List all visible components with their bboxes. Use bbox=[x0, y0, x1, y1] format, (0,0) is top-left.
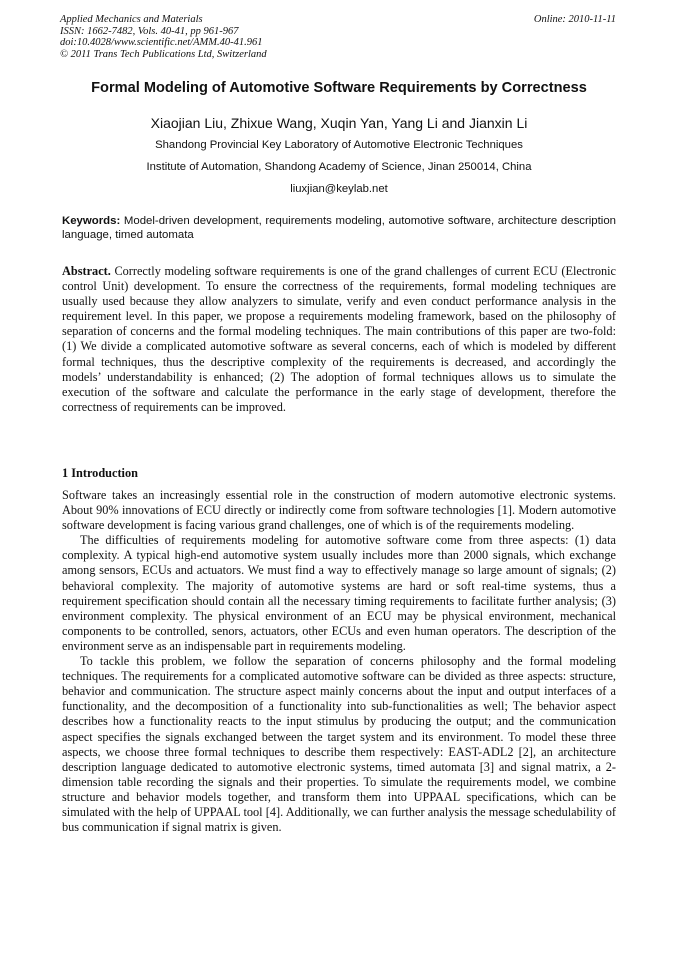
intro-paragraph-3: To tackle this problem, we follow the separation of concerns philosophy and the formal modeling techniques. The requirements for a complicated automotive software can be divided as three aspects: structure, behavior and communication. The structure aspect mainly concerns about the input and output interfaces of a functionality, and the decomposition of a functionality into sub-functionalities as well; The behavior aspect describes how a functionality reacts to the input stimulus by producing the output; and the communication aspect specifies the signals exchanged between the target system and its environment. To model these three aspects, we choose three formal techniques to describe them respectively: EAST-ADL2 [2], an architecture description language dedicated to automotive electronic systems, timed automata [3] and signal matrix, a 2-dimension table recording the signals and their properties. To simulate the requirements model, we combine structure and behavior models together, and transform them into UPPAAL specifications, which can be simulated with the help of UPPAAL tool [4]. Additionally, we can further analysis the message schedulability of bus communication if signal matrix is given. bbox=[62, 654, 616, 835]
intro-paragraph-1: Software takes an increasingly essential role in the construction of modern automotive electronic systems. About 90% innovations of ECU directly or indirectly come from software technologies [1]. Modern automotive software development is facing various grand challenges, one of which is of the requirements modeling. bbox=[62, 488, 616, 533]
journal-issn: ISSN: 1662-7482, Vols. 40-41, pp 961-967 bbox=[60, 25, 239, 37]
journal-name: Applied Mechanics and Materials bbox=[60, 14, 203, 25]
author-email: liuxjian@keylab.net bbox=[290, 183, 388, 195]
intro-paragraph-2: The difficulties of requirements modeling for automotive software come from three aspects: (1) data complexity. A typical high-end automotive system usually includes more than 2000 signals, which exchange among sensors, ECUs and actuators. We must find a way to effectively manage so large amount of signals; (2) behavioral complexity. The majority of automotive systems are hard or soft real-time systems, thus a requirement specification should contain all the necessary timing requirements to facilitate further analysis; (3) environment complexity. The physical environment of an ECU may be physical environment, mechanical components to be controlled, senors, actuators, other ECUs and even human operators. The description of the environment serve as an indispensable part in requirements modeling. bbox=[62, 533, 616, 653]
introduction-body bbox=[62, 488, 616, 835]
keywords-label: Keywords: bbox=[62, 215, 121, 227]
keywords bbox=[62, 214, 616, 243]
section-heading-introduction: 1 Introduction bbox=[62, 466, 138, 480]
affiliation-lab: Shandong Provincial Key Laboratory of Automotive Electronic Techniques bbox=[155, 139, 523, 151]
paper-title: Formal Modeling of Automotive Software Requirements by Correctness bbox=[91, 80, 587, 96]
online-date: Online: 2010-11-11 bbox=[533, 14, 616, 25]
author-list: Xiaojian Liu, Zhixue Wang, Xuqin Yan, Yang Li and Jianxin Li bbox=[150, 115, 528, 131]
abstract bbox=[62, 264, 616, 415]
abstract-label: Abstract. bbox=[62, 264, 111, 278]
journal-header bbox=[60, 14, 480, 60]
abstract-text: Correctly modeling software requirements is one of the grand challenges of current ECU (Electronic control Unit) development. To ensure the correctness of the requirements, formal modeling techniques are usually used because they allow analyzers to simulate, verify and even conduct performance analysis in the requirement level. In this paper, we propose a requirements modeling framework, based on the philosophy of separation of concerns and the formal modeling techniques. The main contributions of this paper are two-fold: (1) We divide a complicated automotive software as several concerns, each of which is modeled by different formal techniques, thus the descriptive complexity of the requirements is decreased, and accordingly the models’ understandability is enhanced; (2) The adoption of formal techniques allows us to simulate the execution of the software and calculate the performance in the early stage of development, therefore the correctness of requirements can be improved. bbox=[62, 264, 616, 414]
journal-doi: doi:10.4028/www.scientific.net/AMM.40-41.961 bbox=[60, 37, 263, 49]
affiliation-institute: Institute of Automation, Shandong Academy of Science, Jinan 250014, China bbox=[146, 161, 532, 173]
journal-copyright: © 2011 Trans Tech Publications Ltd, Switzerland bbox=[60, 48, 267, 60]
keywords-text: Model-driven development, requirements modeling, automotive software, architecture description language, timed automata bbox=[62, 215, 616, 242]
